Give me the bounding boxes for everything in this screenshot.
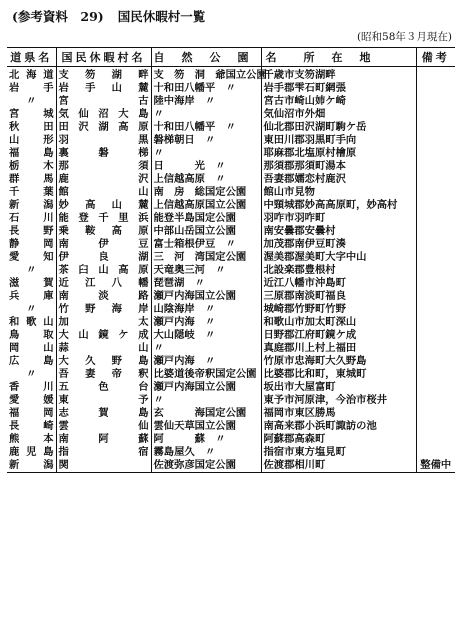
prefecture-cell: 鹿児島 xyxy=(9,446,54,458)
remarks-cell xyxy=(416,277,455,290)
location-cell: 気仙沼市外畑 xyxy=(261,108,416,121)
prefecture-cell: 愛知 xyxy=(9,251,54,263)
village-name-cell: 茶臼山高原 xyxy=(56,264,151,277)
column-header-location: 所 在 地 xyxy=(261,48,416,67)
remarks-cell xyxy=(416,212,455,225)
village-name-cell: 南淡路 xyxy=(56,290,151,303)
prefecture-cell: 熊本 xyxy=(9,433,54,445)
prefecture-cell: 群馬 xyxy=(9,173,54,185)
village-name-cell: 加太 xyxy=(56,316,151,329)
park-name-cell: 十和田八幡平 〃 xyxy=(151,82,261,95)
location-cell: 仙北郡田沢湖町駒ケ岳 xyxy=(261,121,416,134)
village-name-cell: 伊良湖 xyxy=(56,251,151,264)
prefecture-cell: 〃 xyxy=(26,95,37,107)
column-header-prefecture: 道県名 xyxy=(7,48,56,67)
remarks-cell xyxy=(416,238,455,251)
park-name-cell: 霧島屋久 〃 xyxy=(151,446,261,459)
as-of-date: (昭和58年３月現在) xyxy=(356,31,452,43)
prefecture-cell: 〃 xyxy=(26,264,37,276)
remarks-cell xyxy=(416,108,455,121)
village-name-cell: 南阿蘇 xyxy=(56,433,151,446)
prefecture-cell: 岡山 xyxy=(9,342,54,354)
remarks-cell: 整備中 xyxy=(416,459,455,473)
remarks-cell xyxy=(416,173,455,186)
location-cell: 耶麻郡北塩原村檜原 xyxy=(261,147,416,160)
table-row xyxy=(7,420,455,433)
park-name-cell: 〃 xyxy=(151,108,261,121)
prefecture-cell: 広島 xyxy=(9,355,54,367)
table-row xyxy=(7,160,455,173)
table-row xyxy=(7,446,455,459)
location-cell: 佐渡郡相川町 xyxy=(261,459,416,473)
prefecture-cell: 千葉 xyxy=(9,186,54,198)
park-name-cell: 上信越高原国立公園 xyxy=(151,199,261,212)
remarks-cell xyxy=(416,381,455,394)
location-cell: 南高来郡小浜町諏訪の池 xyxy=(261,420,416,433)
location-cell: 竹原市忠海町大久野島 xyxy=(261,355,416,368)
remarks-cell xyxy=(416,225,455,238)
village-name-cell: 支笏湖畔 xyxy=(56,67,151,83)
table-row xyxy=(7,277,455,290)
table-row xyxy=(7,251,455,264)
park-name-cell: 三 河 湾国定公園 xyxy=(151,251,261,264)
location-cell: 坂出市大屋富町 xyxy=(261,381,416,394)
table-row xyxy=(7,108,455,121)
prefecture-cell: 鳥取 xyxy=(9,329,54,341)
prefecture-cell: 北海道 xyxy=(9,69,54,81)
village-name-cell: 蒜山 xyxy=(56,342,151,355)
location-cell: 東田川郡羽黒町手向 xyxy=(261,134,416,147)
location-cell: 渥美郡渥美町大字中山 xyxy=(261,251,416,264)
park-name-cell: 大山隠岐 〃 xyxy=(151,329,261,342)
village-name-cell: 那須 xyxy=(56,160,151,173)
table-row xyxy=(7,238,455,251)
remarks-cell xyxy=(416,199,455,212)
location-cell: 福岡市東区勝馬 xyxy=(261,407,416,420)
remarks-cell xyxy=(416,355,455,368)
column-header-village-name: 国民休暇村名 xyxy=(56,48,151,67)
park-name-cell: 瀬戸内海国立公園 xyxy=(151,381,261,394)
remarks-cell xyxy=(416,368,455,381)
remarks-cell xyxy=(416,329,455,342)
park-name-cell: 雲仙天草国立公園 xyxy=(151,420,261,433)
location-cell: 近江八幡市沖島町 xyxy=(261,277,416,290)
holiday-village-table xyxy=(7,47,455,473)
village-name-cell: 岩手山麓 xyxy=(56,82,151,95)
park-name-cell: 佐渡弥彦国定公園 xyxy=(151,459,261,473)
prefecture-cell: 宮城 xyxy=(9,108,54,120)
location-cell: 千歳市支笏湖畔 xyxy=(261,67,416,83)
table-row xyxy=(7,355,455,368)
village-name-cell: 志賀島 xyxy=(56,407,151,420)
table-row xyxy=(7,368,455,381)
remarks-cell xyxy=(416,316,455,329)
park-name-cell: 〃 xyxy=(151,342,261,355)
park-name-cell: 山陰海岸 〃 xyxy=(151,303,261,316)
village-name-cell: 南伊豆 xyxy=(56,238,151,251)
column-header-remarks: 備考 xyxy=(416,48,455,67)
village-name-cell: 五色台 xyxy=(56,381,151,394)
location-cell: 城崎郡竹野町竹野 xyxy=(261,303,416,316)
remarks-cell xyxy=(416,446,455,459)
table-row xyxy=(7,264,455,277)
remarks-cell xyxy=(416,147,455,160)
village-name-cell: 関 xyxy=(56,459,151,473)
park-name-cell: 天竜奥三河 〃 xyxy=(151,264,261,277)
village-name-cell: 気仙沼大島 xyxy=(56,108,151,121)
prefecture-cell: 石川 xyxy=(9,212,54,224)
table-row xyxy=(7,173,455,186)
location-cell: 日野郡江府町鏡ケ成 xyxy=(261,329,416,342)
prefecture-cell: 秋田 xyxy=(9,121,54,133)
location-cell: 指宿市東方塩見町 xyxy=(261,446,416,459)
park-name-cell: 玄 海国定公園 xyxy=(151,407,261,420)
village-name-cell: 竹野海岸 xyxy=(56,303,151,316)
prefecture-cell: 新潟 xyxy=(9,199,54,211)
remarks-cell xyxy=(416,134,455,147)
park-name-cell: 南 房 総国定公園 xyxy=(151,186,261,199)
park-name-cell: 陸中海岸 〃 xyxy=(151,95,261,108)
table-row xyxy=(7,407,455,420)
table-row xyxy=(7,121,455,134)
table-row xyxy=(7,212,455,225)
remarks-cell xyxy=(416,264,455,277)
location-cell: 館山市見物 xyxy=(261,186,416,199)
table-row xyxy=(7,329,455,342)
remarks-cell xyxy=(416,67,455,83)
park-name-cell: 支 笏 洞 爺国立公園 xyxy=(151,67,261,83)
prefecture-cell: 新潟 xyxy=(7,459,56,473)
table-row xyxy=(7,316,455,329)
remarks-cell xyxy=(416,433,455,446)
prefecture-cell: 福岡 xyxy=(9,407,54,419)
village-name-cell: 大山鏡ケ成 xyxy=(56,329,151,342)
table-row xyxy=(7,303,455,316)
location-cell: 那須郡那須町湯本 xyxy=(261,160,416,173)
table-row xyxy=(7,67,455,83)
park-name-cell: 比婆道後帝釈国定公園 xyxy=(151,368,261,381)
table-row xyxy=(7,95,455,108)
remarks-cell xyxy=(416,420,455,433)
reference-label: (参考資料 29) xyxy=(12,9,104,24)
table-body xyxy=(7,67,455,473)
park-name-cell: 琵琶湖 〃 xyxy=(151,277,261,290)
prefecture-cell: 滋賀 xyxy=(9,277,54,289)
prefecture-cell: 福島 xyxy=(9,147,54,159)
prefecture-cell: 香川 xyxy=(9,381,54,393)
table-header-row xyxy=(7,48,455,67)
village-name-cell: 吾妻帝釈 xyxy=(56,368,151,381)
table-row xyxy=(7,82,455,95)
park-name-cell: 上信越高原 〃 xyxy=(151,173,261,186)
prefecture-cell: 静岡 xyxy=(9,238,54,250)
location-cell: 南安曇郡安曇村 xyxy=(261,225,416,238)
village-name-cell: 田沢湖高原 xyxy=(56,121,151,134)
table-row xyxy=(7,394,455,407)
village-name-cell: 宮古 xyxy=(56,95,151,108)
park-name-cell: 瀬戸内海国立公園 xyxy=(151,290,261,303)
prefecture-cell: 岩手 xyxy=(9,82,54,94)
park-name-cell: 阿 蘇 〃 xyxy=(151,433,261,446)
village-name-cell: 指宿 xyxy=(56,446,151,459)
prefecture-cell: 山形 xyxy=(9,134,54,146)
prefecture-cell: 栃木 xyxy=(9,160,54,172)
location-cell: 東予市河原津，今治市桜井 xyxy=(261,394,416,407)
village-name-cell: 能登千里浜 xyxy=(56,212,151,225)
village-name-cell: 東予 xyxy=(56,394,151,407)
remarks-cell xyxy=(416,82,455,95)
table-row xyxy=(7,342,455,355)
park-name-cell: 瀬戸内海 〃 xyxy=(151,316,261,329)
prefecture-cell: 〃 xyxy=(26,368,37,380)
village-name-cell: 妙高山麓 xyxy=(56,199,151,212)
remarks-cell xyxy=(416,407,455,420)
location-cell: 比婆郡比和町，東城町 xyxy=(261,368,416,381)
park-name-cell: 能登半島国定公園 xyxy=(151,212,261,225)
park-name-cell: 磐梯朝日 〃 xyxy=(151,134,261,147)
remarks-cell xyxy=(416,95,455,108)
remarks-cell xyxy=(416,121,455,134)
prefecture-cell: 長野 xyxy=(9,225,54,237)
prefecture-cell: 愛媛 xyxy=(9,394,54,406)
prefecture-cell: 長崎 xyxy=(9,420,54,432)
prefecture-cell: 和歌山 xyxy=(9,316,54,328)
table-row xyxy=(7,134,455,147)
location-cell: 和歌山市加太町深山 xyxy=(261,316,416,329)
park-name-cell: 中部山岳国立公園 xyxy=(151,225,261,238)
remarks-cell xyxy=(416,290,455,303)
document-title: 国民休暇村一覧 xyxy=(117,9,206,24)
village-name-cell: 乗鞍高原 xyxy=(56,225,151,238)
park-name-cell: 瀬戸内海 〃 xyxy=(151,355,261,368)
park-name-cell: 〃 xyxy=(151,394,261,407)
remarks-cell xyxy=(416,303,455,316)
remarks-cell xyxy=(416,394,455,407)
location-cell: 北設楽郡豊根村 xyxy=(261,264,416,277)
prefecture-cell: 〃 xyxy=(26,303,37,315)
table-row xyxy=(7,186,455,199)
table-row xyxy=(7,290,455,303)
village-name-cell: 館山 xyxy=(56,186,151,199)
prefecture-cell: 兵庫 xyxy=(9,290,54,302)
park-name-cell: 富士箱根伊豆 〃 xyxy=(151,238,261,251)
remarks-cell xyxy=(416,186,455,199)
park-name-cell: 十和田八幡平 〃 xyxy=(151,121,261,134)
location-cell: 岩手郡雫石町網張 xyxy=(261,82,416,95)
remarks-cell xyxy=(416,251,455,264)
village-name-cell: 裏磐梯 xyxy=(56,147,151,160)
location-cell: 宮古市崎山姉ケ崎 xyxy=(261,95,416,108)
village-name-cell: 大久野島 xyxy=(56,355,151,368)
table-row xyxy=(7,147,455,160)
page-title xyxy=(12,7,205,25)
location-cell: 中頸城郡妙高高原町，妙高村 xyxy=(261,199,416,212)
park-name-cell: 〃 xyxy=(151,147,261,160)
village-name-cell: 雲仙 xyxy=(56,420,151,433)
remarks-cell xyxy=(416,160,455,173)
table-row xyxy=(7,381,455,394)
table-row xyxy=(7,459,455,473)
village-name-cell: 近江八幡 xyxy=(56,277,151,290)
location-cell: 羽咋市羽咋町 xyxy=(261,212,416,225)
park-name-cell: 日 光 〃 xyxy=(151,160,261,173)
location-cell: 加茂郡南伊豆町湊 xyxy=(261,238,416,251)
village-name-cell: 鹿沢 xyxy=(56,173,151,186)
table-row xyxy=(7,433,455,446)
table-row xyxy=(7,199,455,212)
location-cell: 吾妻郡嬬恋村鹿沢 xyxy=(261,173,416,186)
table-row xyxy=(7,225,455,238)
remarks-cell xyxy=(416,342,455,355)
location-cell: 阿蘇郡高森町 xyxy=(261,433,416,446)
village-name-cell: 羽黒 xyxy=(56,134,151,147)
location-cell: 三原郡南淡町福良 xyxy=(261,290,416,303)
column-header-park-name: 自 然 公 園 名 xyxy=(151,48,261,67)
location-cell: 真庭郡川上村上福田 xyxy=(261,342,416,355)
